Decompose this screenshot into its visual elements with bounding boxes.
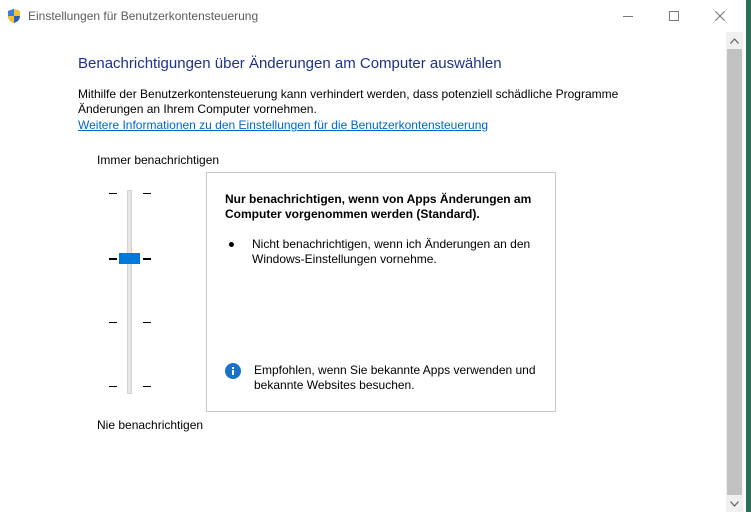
chevron-up-icon xyxy=(730,38,739,44)
slider-tick-left xyxy=(109,193,117,194)
more-info-link[interactable]: Weitere Informationen zu den Einstellungen für die Benutzerkontensteuerung xyxy=(78,118,489,132)
page-heading: Benachrichtigungen über Änderungen am Computer auswählen xyxy=(78,55,502,72)
setting-title: Nur benachrichtigen, wenn von Apps Änderungen am Computer vorgenommen werden (Standard). xyxy=(225,192,532,221)
description-text: Mithilfe der Benutzerkontensteuerung kann verhindert werden, dass potenziell schädliche Programme Änderungen an Ihrem Computer vornehmen. xyxy=(78,87,619,116)
slider-tick-left xyxy=(109,322,117,323)
setting-bullet-text: Nicht benachrichtigen, wenn ich Änderungen an den Windows-Einstellungen vornehme. xyxy=(252,237,531,266)
slider-track[interactable] xyxy=(127,190,132,394)
notification-level-slider[interactable] xyxy=(104,182,156,398)
vertical-scrollbar[interactable] xyxy=(726,32,743,512)
scroll-down-button[interactable] xyxy=(726,495,743,512)
maximize-button[interactable] xyxy=(651,0,697,32)
slider-tick-left xyxy=(109,258,117,260)
scroll-thumb[interactable] xyxy=(727,49,742,495)
window-title: Einstellungen für Benutzerkontensteuerung xyxy=(28,9,259,23)
slider-tick-right xyxy=(143,322,151,323)
scroll-up-button[interactable] xyxy=(726,32,743,49)
slider-bottom-label: Nie benachrichtigen xyxy=(97,418,204,432)
slider-tick-right xyxy=(143,193,151,194)
title-bar[interactable] xyxy=(0,0,746,32)
slider-tick-left xyxy=(109,386,117,387)
bullet-icon xyxy=(229,242,234,247)
slider-top-label: Immer benachrichtigen xyxy=(97,153,220,167)
close-icon xyxy=(715,11,725,21)
window-border xyxy=(746,0,751,512)
uac-shield-icon xyxy=(6,8,22,24)
content-area xyxy=(0,32,726,512)
chevron-down-icon xyxy=(730,501,739,507)
minimize-button[interactable] xyxy=(605,0,651,32)
setting-description-panel xyxy=(206,172,556,412)
slider-tick-right xyxy=(143,386,151,387)
slider-tick-right xyxy=(143,258,151,260)
slider-thumb[interactable] xyxy=(119,253,140,264)
info-icon xyxy=(225,363,241,379)
maximize-icon xyxy=(669,11,679,21)
close-button[interactable] xyxy=(697,0,743,32)
recommendation-text: Empfohlen, wenn Sie bekannte Apps verwenden und bekannte Websites besuchen. xyxy=(254,363,536,392)
minimize-icon xyxy=(623,11,633,21)
